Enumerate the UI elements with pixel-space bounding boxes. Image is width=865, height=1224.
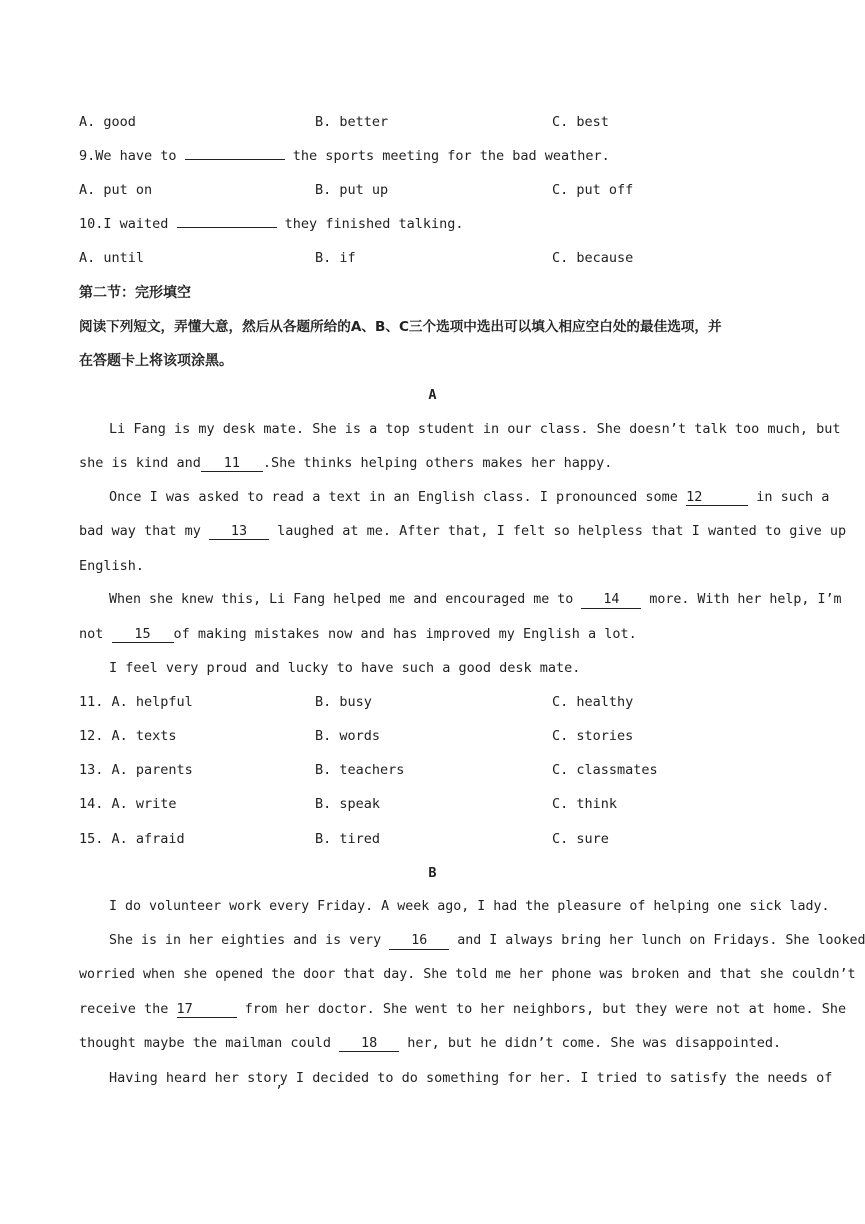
blank-11: 11 xyxy=(201,455,263,472)
q8-option-b: B. better xyxy=(315,114,389,130)
q10-text-before: 10.I waited xyxy=(79,216,177,232)
q9-blank xyxy=(185,159,285,160)
q15-options xyxy=(79,829,786,849)
passage-b-p3-line1: Having heard her story I decided to do something for her. I tried to satisfy the needs of xyxy=(109,1070,833,1086)
passage-a-p3-line2 xyxy=(79,624,786,644)
comma-mark: ’ xyxy=(275,1084,283,1099)
passage-a-heading: A xyxy=(428,387,437,403)
q10-text-after: they finished talking. xyxy=(276,216,464,232)
q12-option-c: C. stories xyxy=(552,728,634,744)
passage-a-p3-line1 xyxy=(79,590,842,610)
text: Once I was asked to read a text in an English class. I pronounced some xyxy=(109,489,687,505)
q10-option-b: B. if xyxy=(315,250,356,266)
text: and I always bring her lunch on Fridays. She looked xyxy=(449,933,865,948)
q13-option-a: 13. A. parents xyxy=(79,762,193,778)
text: from her doctor. She went to her neighbors, but they were not at home. She xyxy=(236,1001,847,1017)
passage-a-p4: I feel very proud and lucky to have such a good desk mate. xyxy=(109,660,581,676)
q12-options xyxy=(79,726,786,746)
q8-option-c: C. best xyxy=(552,114,609,130)
q9-options xyxy=(79,180,786,200)
text: she is kind and xyxy=(79,455,201,471)
passage-b-p2-line3 xyxy=(79,999,847,1019)
q10-option-a: A. until xyxy=(79,250,145,266)
q15-option-b: B. tired xyxy=(315,831,381,847)
blank-13: 13 xyxy=(209,523,269,540)
q10-option-c: C. because xyxy=(552,250,634,266)
text: her, but he didn’t come. She was disappointed. xyxy=(399,1035,782,1051)
q9-text-after: the sports meeting for the bad weather. xyxy=(284,148,610,164)
text: bad way that my xyxy=(79,523,210,539)
blank-15: 15 xyxy=(112,626,174,643)
passage-a-p2-line1 xyxy=(79,487,830,507)
q11-option-a: 11. A. helpful xyxy=(79,694,193,710)
text: of making mistakes now and has improved my English a lot. xyxy=(173,626,637,642)
passage-b-p2-line1 xyxy=(79,931,865,951)
blank-18: 18 xyxy=(339,1035,399,1052)
q9-question xyxy=(79,146,786,166)
passage-a-p2-line3: English. xyxy=(79,558,145,574)
q11-option-c: C. healthy xyxy=(552,694,634,710)
q15-option-a: 15. A. afraid xyxy=(79,831,185,847)
q13-options xyxy=(79,760,786,780)
q13-option-b: B. teachers xyxy=(315,762,405,778)
section-instruction-line1: 阅读下列短文，弄懂大意，然后从各题所给的A、B、C三个选项中选出可以填入相应空白处的最佳选项，并 xyxy=(79,319,722,335)
text: When she knew this, Li Fang helped me and encouraged me to xyxy=(109,592,582,607)
passage-b-p2-line4 xyxy=(79,1033,786,1053)
passage-a-p1-line2 xyxy=(79,453,786,473)
q10-question xyxy=(79,214,786,234)
passage-b-p2-line2: worried when she opened the door that day. She told me her phone was broken and that she couldn’t xyxy=(79,967,856,982)
q12-option-a: 12. A. texts xyxy=(79,728,177,744)
text: receive the xyxy=(79,1001,177,1017)
blank-17: 17 xyxy=(177,1001,237,1018)
blank-16: 16 xyxy=(389,933,449,950)
passage-b-heading: B xyxy=(428,865,437,881)
blank-12: 12 xyxy=(686,489,748,506)
q14-option-c: C. think xyxy=(552,796,618,812)
q9-option-c: C. put off xyxy=(552,182,634,198)
q9-text-before: 9.We have to xyxy=(79,148,185,164)
text: thought maybe the mailman could xyxy=(79,1035,340,1051)
text: She is in her eighties and is very xyxy=(109,933,390,948)
q12-option-b: B. words xyxy=(315,728,381,744)
q13-option-c: C. classmates xyxy=(552,762,658,778)
passage-b-p1: I do volunteer work every Friday. A week ago, I had the pleasure of helping one sick lady. xyxy=(109,899,830,914)
passage-a-p1-line1: Li Fang is my desk mate. She is a top student in our class. She doesn’t talk too much, but xyxy=(109,421,841,437)
blank-14: 14 xyxy=(581,592,641,609)
q15-option-c: C. sure xyxy=(552,831,609,847)
q8-options xyxy=(79,112,786,132)
section-instruction-line2: 在答题卡上将该项涂黑。 xyxy=(79,353,233,369)
text: laughed at me. After that, I felt so helpless that I wanted to give up xyxy=(269,523,847,539)
text: in such a xyxy=(748,489,830,505)
passage-a-p2-line2 xyxy=(79,521,847,541)
text: not xyxy=(79,626,112,642)
text: more. With her help, I’m xyxy=(641,592,842,607)
q11-option-b: B. busy xyxy=(315,694,372,710)
q14-option-b: B. speak xyxy=(315,796,381,812)
q10-options xyxy=(79,248,786,268)
q9-option-b: B. put up xyxy=(315,182,389,198)
q9-option-a: A. put on xyxy=(79,182,153,198)
q14-options xyxy=(79,794,786,814)
q8-option-a: A. good xyxy=(79,114,136,130)
q11-options xyxy=(79,692,786,712)
q14-option-a: 14. A. write xyxy=(79,796,177,812)
text: .She thinks helping others makes her happy. xyxy=(262,455,613,471)
section-title: 第二节：完形填空 xyxy=(79,285,191,301)
q10-blank xyxy=(177,227,277,228)
